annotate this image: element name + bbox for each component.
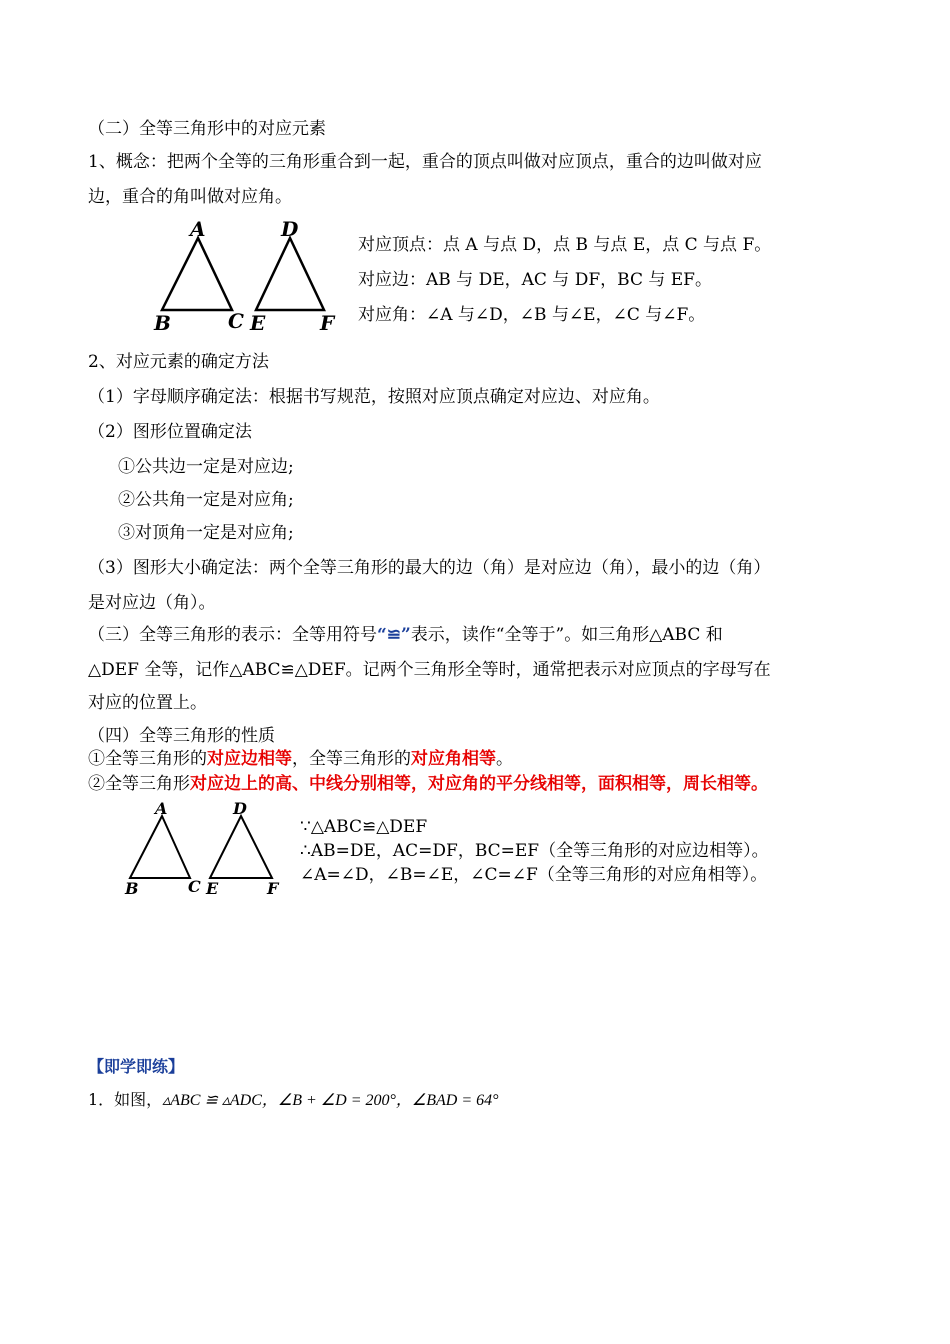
label-f: F — [320, 311, 335, 334]
method-heading: 2、对应元素的确定方法 — [88, 352, 269, 372]
method-3-line2: 是对应边（角）。 — [88, 593, 216, 613]
triangles-figure-2 — [122, 800, 292, 900]
corresponding-sides: 对应边：AB 与 DE，AC 与 DF，BC 与 EF。 — [358, 270, 712, 290]
property-1-a: ①全等三角形的 — [88, 749, 207, 769]
label-f-2: F — [267, 879, 279, 898]
method-2-item-3: ③对顶角一定是对应角; — [118, 523, 294, 543]
practice-heading: 【即学即练】 — [88, 1057, 185, 1076]
proof-line2: ∴AB=DE，AC=DF，BC=EF（全等三角形的对应边相等）。 — [300, 841, 769, 861]
corresponding-angles: 对应角：∠A 与∠D，∠B 与∠E，∠C 与∠F。 — [358, 305, 706, 325]
property-1-e: 。 — [496, 749, 513, 769]
question-1-math: ▵ABC ≌ ▵ADC，∠B + ∠D = 200°，∠BAD = 64° — [162, 1092, 499, 1109]
label-b-2: B — [125, 879, 139, 898]
triangle-def — [256, 238, 324, 310]
corresponding-vertices: 对应顶点：点 A 与点 D，点 B 与点 E，点 C 与点 F。 — [358, 235, 772, 255]
property-1-d: 对应角相等 — [411, 749, 496, 769]
question-1 — [88, 1089, 499, 1112]
notation-line2: △DEF 全等，记作△ABC≌△DEF。记两个三角形全等时，通常把表示对应顶点的字母写在 — [88, 660, 771, 680]
triangle-abc — [162, 238, 232, 310]
label-a: A — [190, 218, 206, 241]
congruence-symbol: “≌” — [377, 625, 411, 645]
proof-line3: ∠A=∠D，∠B=∠E，∠C=∠F（全等三角形的对应角相等）。 — [300, 865, 768, 885]
notation-text-b: 表示，读作“全等于”。如三角形△ABC 和 — [410, 625, 723, 645]
method-2-item-1: ①公共边一定是对应边; — [118, 457, 294, 477]
label-d: D — [281, 218, 299, 241]
notation-line3: 对应的位置上。 — [88, 693, 207, 713]
label-c: C — [228, 309, 244, 333]
label-d-2: D — [233, 800, 247, 818]
property-2-a: ②全等三角形 — [88, 774, 190, 794]
label-b: B — [154, 311, 171, 334]
notation-line1 — [88, 624, 723, 646]
proof-line1: ∵△ABC≌△DEF — [300, 817, 428, 837]
method-2-item-2: ②公共角一定是对应角; — [118, 490, 294, 510]
concept-line1: 1、概念：把两个全等的三角形重合到一起，重合的顶点叫做对应顶点，重合的边叫做对应 — [88, 152, 762, 172]
method-1: （1）字母顺序确定法：根据书写规范，按照对应顶点确定对应边、对应角。 — [88, 387, 660, 407]
label-c-2: C — [188, 877, 201, 896]
triangle-abc-2 — [130, 816, 190, 878]
label-e-2: E — [206, 879, 219, 898]
method-3-line1: （3）图形大小确定法：两个全等三角形的最大的边（角）是对应边（角），最小的边（角） — [88, 558, 771, 578]
section4-heading: （四）全等三角形的性质 — [88, 726, 275, 746]
label-a-2: A — [155, 800, 168, 818]
property-2 — [88, 773, 768, 795]
property-1-b: 对应边相等 — [207, 749, 292, 769]
property-2-b: 对应边上的高、中线分别相等，对应角的平分线相等，面积相等，周长相等。 — [190, 774, 768, 794]
question-1-prefix: 1．如图， — [88, 1090, 163, 1109]
notation-text-a: （三）全等三角形的表示：全等用符号 — [88, 625, 377, 645]
label-e: E — [250, 311, 266, 334]
section2-heading: （二）全等三角形中的对应元素 — [88, 119, 326, 139]
method-2: （2）图形位置确定法 — [88, 422, 252, 442]
concept-line2: 边，重合的角叫做对应角。 — [88, 187, 292, 207]
property-1-c: ，全等三角形的 — [292, 749, 411, 769]
property-1 — [88, 748, 513, 770]
triangles-figure-1 — [150, 218, 350, 334]
triangle-def-2 — [210, 816, 272, 878]
